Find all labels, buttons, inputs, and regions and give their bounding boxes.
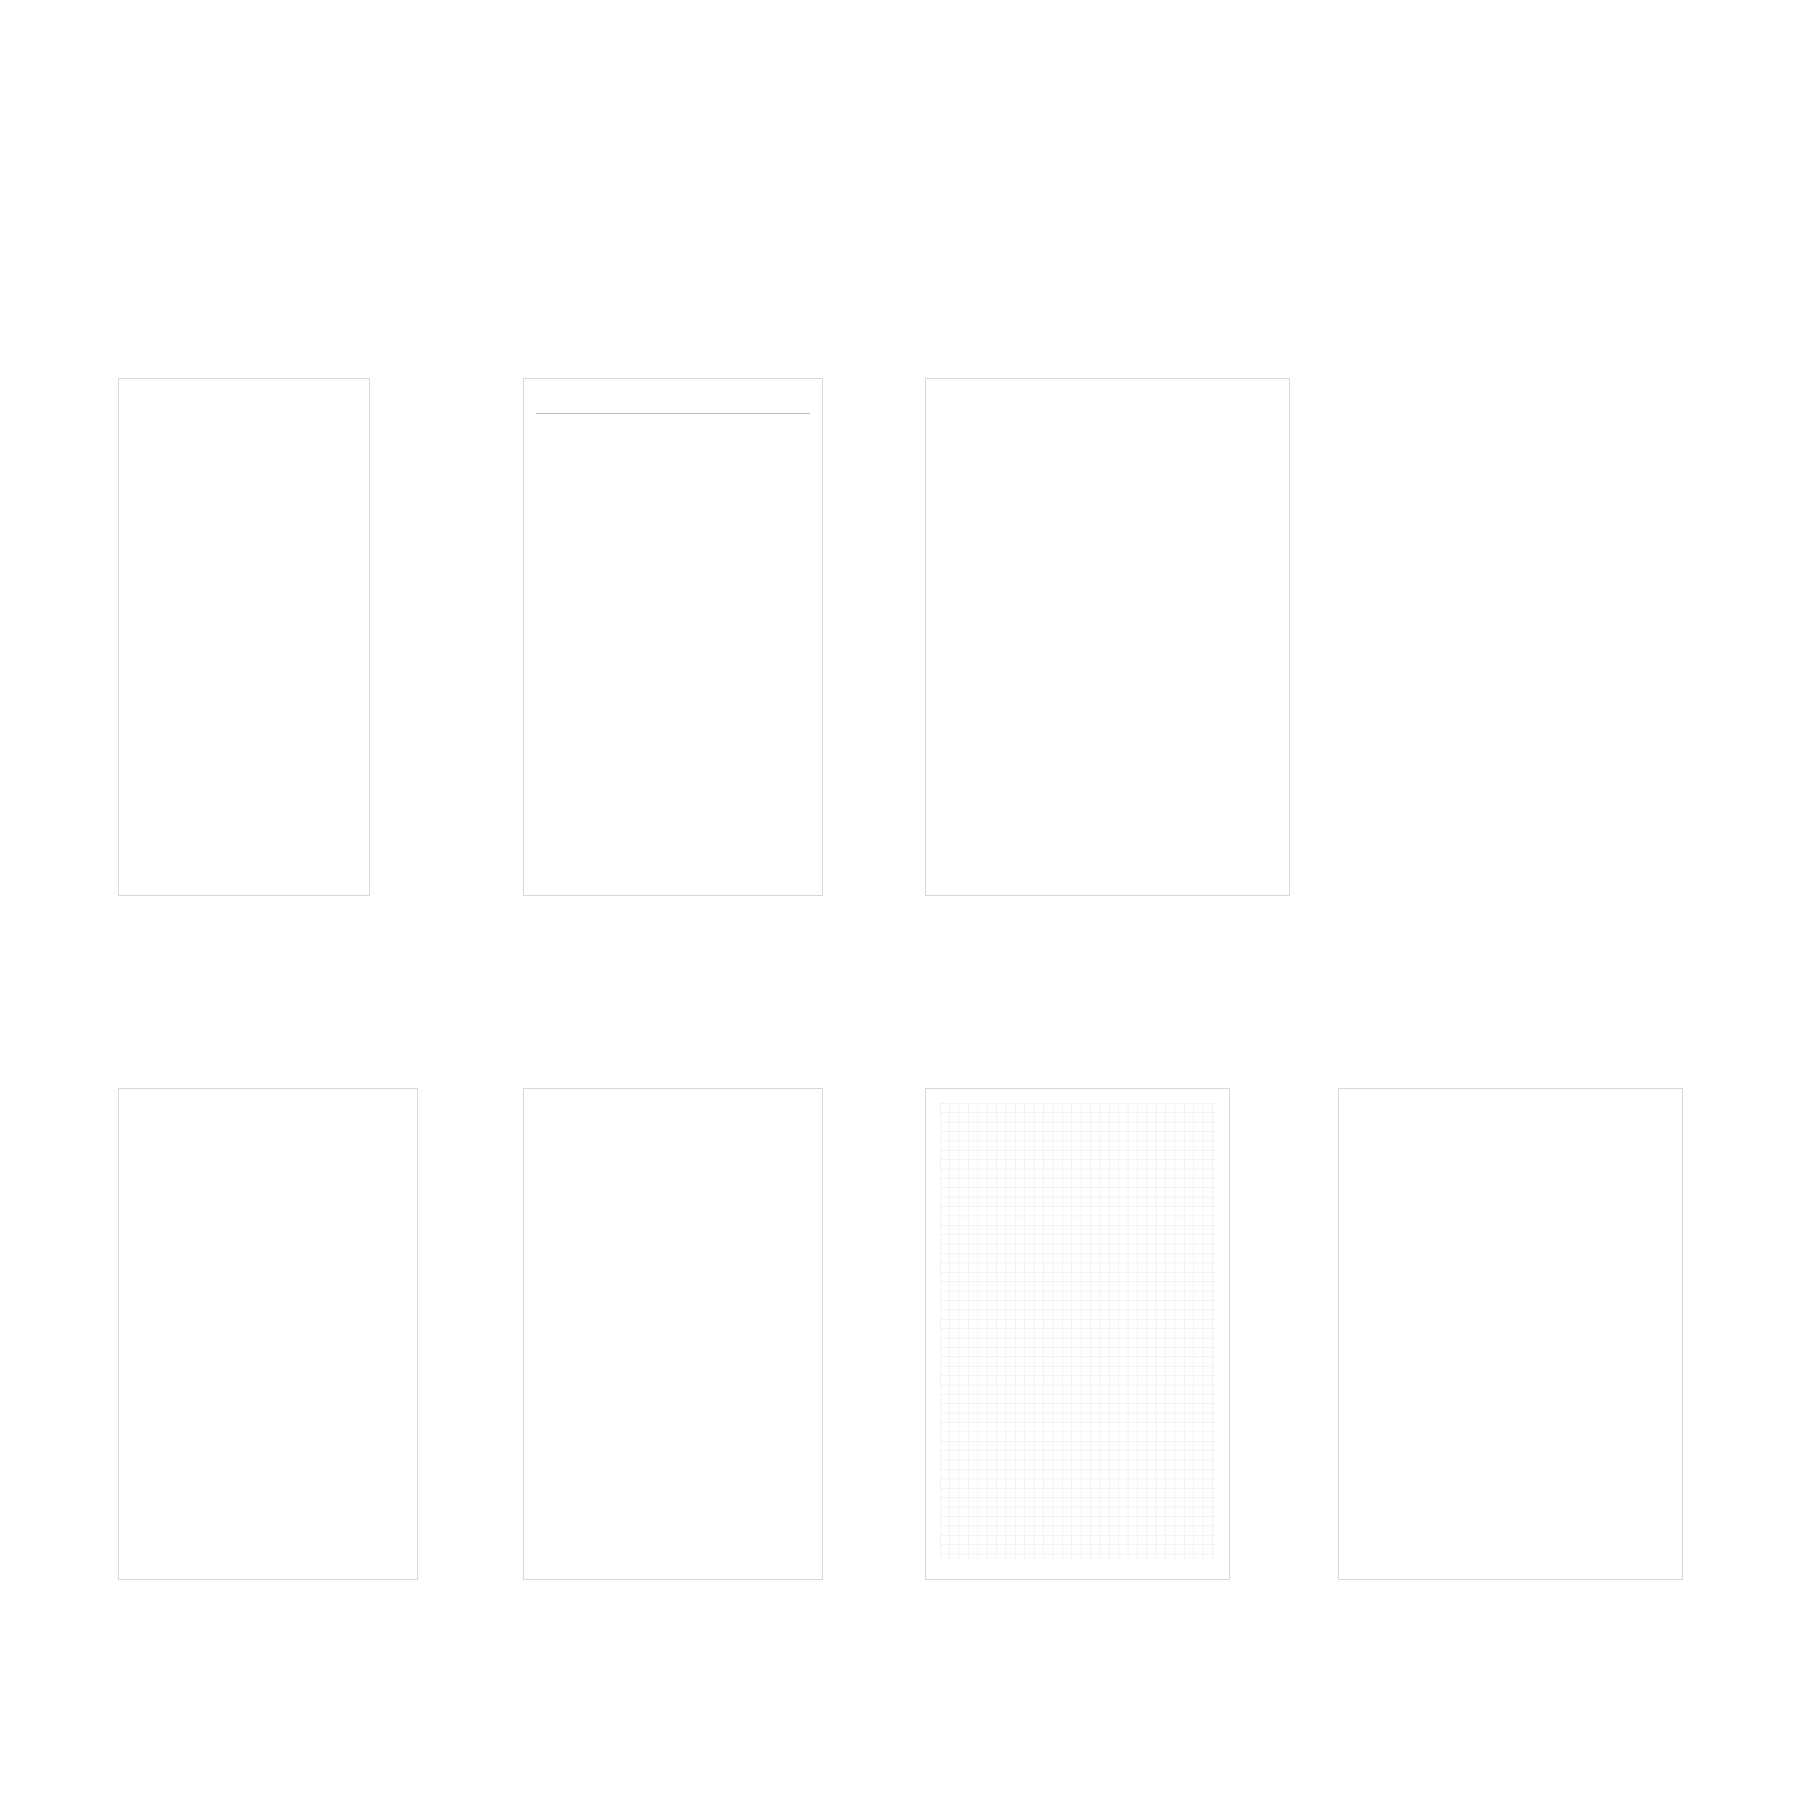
section-calendar (118, 378, 370, 924)
grid-note-thumbnail[interactable] (925, 1088, 1230, 1580)
grid-note-grid (940, 1103, 1215, 1559)
section-year-planner (523, 378, 823, 924)
monthly-1-thumbnail[interactable] (925, 378, 1290, 896)
section-monthly-2-left (118, 1088, 418, 1580)
section-personal-data (1338, 1088, 1683, 1608)
calendar-thumbnail[interactable] (118, 378, 370, 896)
personal-data-thumbnail[interactable] (1338, 1088, 1683, 1580)
year-planner-thumbnail[interactable] (523, 378, 823, 896)
section-grid-note (925, 1088, 1230, 1608)
section-weekly (523, 1088, 823, 1580)
monthly-2-thumbnail[interactable] (118, 1088, 418, 1580)
section-monthly-1 (925, 378, 1290, 924)
weekly-thumbnail[interactable] (523, 1088, 823, 1580)
monthly-2-weekly-captions (118, 1600, 823, 1628)
